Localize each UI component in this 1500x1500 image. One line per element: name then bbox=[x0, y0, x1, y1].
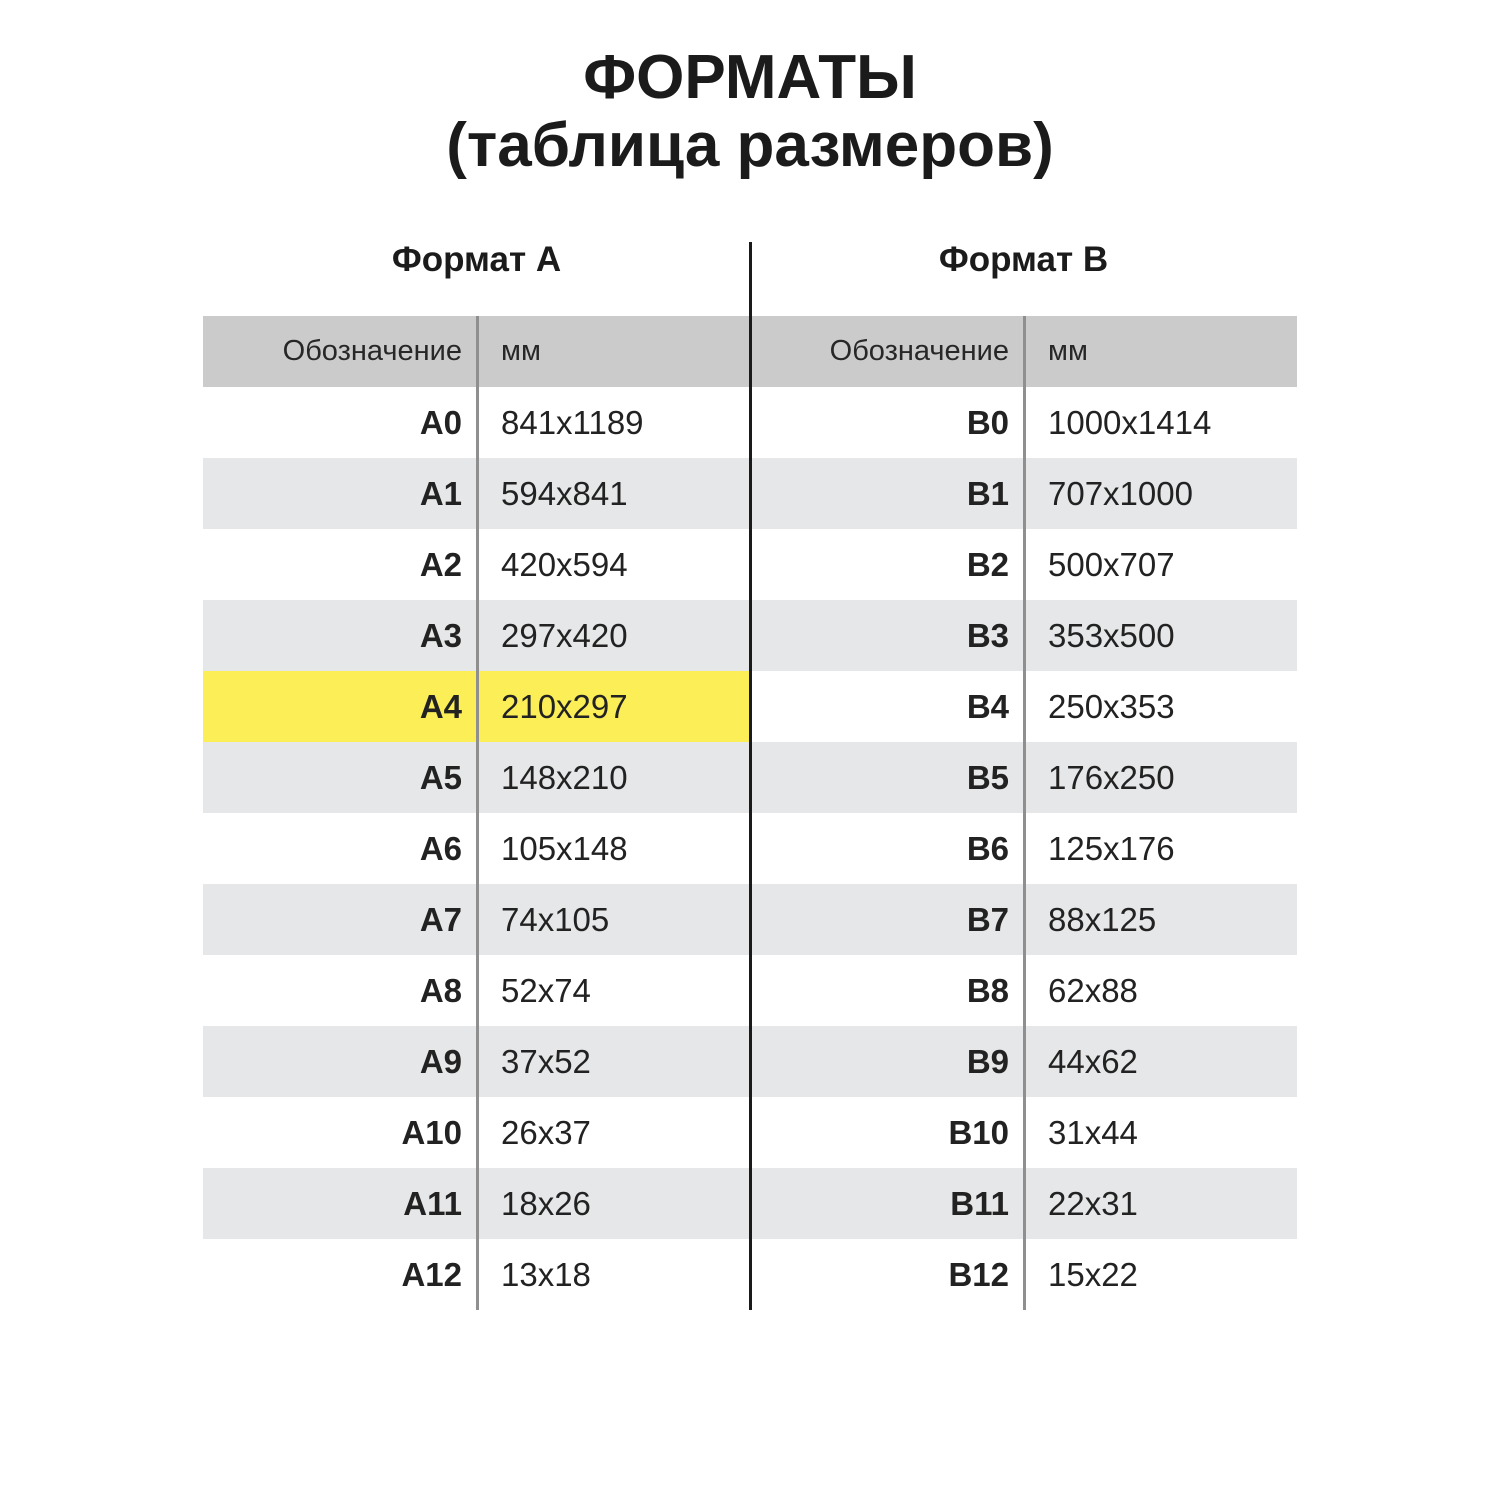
cell-designation: A7 bbox=[419, 900, 462, 938]
table-row bbox=[203, 884, 750, 955]
cell-size-mm: 13x18 bbox=[476, 1239, 750, 1310]
table-row bbox=[203, 1239, 750, 1310]
table-row bbox=[203, 1168, 750, 1239]
table-row bbox=[750, 884, 1297, 955]
cell-designation: B6 bbox=[966, 829, 1009, 867]
page-title bbox=[0, 0, 1500, 180]
table-b bbox=[750, 316, 1297, 1310]
cell-size-mm: 62x88 bbox=[1023, 955, 1297, 1026]
cell-size-mm: 125x176 bbox=[1023, 813, 1297, 884]
format-a-table bbox=[203, 238, 750, 1310]
cell-designation: A10 bbox=[401, 1113, 462, 1151]
cell-size-mm: 44x62 bbox=[1023, 1026, 1297, 1097]
table-row bbox=[750, 600, 1297, 671]
table-row bbox=[750, 813, 1297, 884]
cell-size-mm: 1000x1414 bbox=[1023, 387, 1297, 458]
cell-designation: A2 bbox=[419, 545, 462, 583]
cell-designation: B4 bbox=[966, 687, 1009, 725]
table-row bbox=[750, 458, 1297, 529]
column-header-mm: мм bbox=[476, 316, 750, 387]
column-header-designation: Обозначение bbox=[282, 335, 462, 367]
cell-size-mm: 210x297 bbox=[476, 671, 750, 742]
table-row bbox=[203, 1026, 750, 1097]
cell-size-mm: 88x125 bbox=[1023, 884, 1297, 955]
table-row bbox=[750, 1097, 1297, 1168]
cell-size-mm: 250x353 bbox=[1023, 671, 1297, 742]
cell-size-mm: 105x148 bbox=[476, 813, 750, 884]
table-title-format-a: Формат А bbox=[391, 240, 562, 279]
cell-size-mm: 22x31 bbox=[1023, 1168, 1297, 1239]
table-row bbox=[203, 600, 750, 671]
cell-size-mm: 26x37 bbox=[476, 1097, 750, 1168]
center-divider-line bbox=[749, 242, 752, 1310]
column-header-mm: мм bbox=[1023, 316, 1297, 387]
table-row-highlighted-a4 bbox=[203, 671, 750, 742]
table-row bbox=[750, 1026, 1297, 1097]
cell-size-mm: 500x707 bbox=[1023, 529, 1297, 600]
tables-container bbox=[203, 238, 1297, 1310]
cell-designation: B7 bbox=[966, 900, 1009, 938]
table-row bbox=[203, 742, 750, 813]
cell-designation: A0 bbox=[419, 403, 462, 441]
table-title-format-b: Формат B bbox=[938, 240, 1109, 279]
table-row bbox=[203, 1097, 750, 1168]
table-row bbox=[750, 529, 1297, 600]
cell-designation: A1 bbox=[419, 474, 462, 512]
cell-designation: B1 bbox=[966, 474, 1009, 512]
cell-size-mm: 707x1000 bbox=[1023, 458, 1297, 529]
table-header-row bbox=[750, 316, 1297, 387]
cell-designation: A4 bbox=[419, 687, 462, 725]
cell-size-mm: 353x500 bbox=[1023, 600, 1297, 671]
cell-size-mm: 841x1189 bbox=[476, 387, 750, 458]
table-row bbox=[750, 742, 1297, 813]
cell-designation: A9 bbox=[419, 1042, 462, 1080]
page-title-line2: (таблица размеров) bbox=[446, 111, 1054, 180]
table-row bbox=[203, 955, 750, 1026]
cell-size-mm: 52x74 bbox=[476, 955, 750, 1026]
cell-designation: B8 bbox=[966, 971, 1009, 1009]
cell-size-mm: 74x105 bbox=[476, 884, 750, 955]
table-a bbox=[203, 316, 750, 1310]
cell-size-mm: 420x594 bbox=[476, 529, 750, 600]
cell-designation: A6 bbox=[419, 829, 462, 867]
table-row bbox=[750, 387, 1297, 458]
cell-designation: A5 bbox=[419, 758, 462, 796]
format-b-table bbox=[750, 238, 1297, 1310]
cell-size-mm: 37x52 bbox=[476, 1026, 750, 1097]
table-row bbox=[750, 955, 1297, 1026]
table-row bbox=[750, 1168, 1297, 1239]
table-row bbox=[750, 671, 1297, 742]
cell-designation: B5 bbox=[966, 758, 1009, 796]
table-row bbox=[203, 387, 750, 458]
cell-designation: B11 bbox=[950, 1184, 1009, 1222]
table-row bbox=[203, 813, 750, 884]
cell-size-mm: 18x26 bbox=[476, 1168, 750, 1239]
cell-designation: B10 bbox=[948, 1113, 1009, 1151]
cell-size-mm: 148x210 bbox=[476, 742, 750, 813]
cell-size-mm: 297x420 bbox=[476, 600, 750, 671]
cell-designation: B12 bbox=[948, 1255, 1009, 1293]
table-header-row bbox=[203, 316, 750, 387]
cell-designation: A3 bbox=[419, 616, 462, 654]
cell-size-mm: 594x841 bbox=[476, 458, 750, 529]
cell-designation: B9 bbox=[966, 1042, 1009, 1080]
table-row bbox=[203, 529, 750, 600]
cell-designation: A8 bbox=[419, 971, 462, 1009]
cell-designation: B3 bbox=[966, 616, 1009, 654]
cell-designation: A11 bbox=[403, 1184, 462, 1222]
table-row bbox=[203, 458, 750, 529]
cell-designation: B0 bbox=[966, 403, 1009, 441]
cell-designation: A12 bbox=[401, 1255, 462, 1293]
column-header-designation: Обозначение bbox=[829, 335, 1009, 367]
cell-size-mm: 31x44 bbox=[1023, 1097, 1297, 1168]
cell-designation: B2 bbox=[966, 545, 1009, 583]
cell-size-mm: 15x22 bbox=[1023, 1239, 1297, 1310]
table-row bbox=[750, 1239, 1297, 1310]
page-title-line1: ФОРМАТЫ bbox=[583, 43, 917, 112]
cell-size-mm: 176x250 bbox=[1023, 742, 1297, 813]
